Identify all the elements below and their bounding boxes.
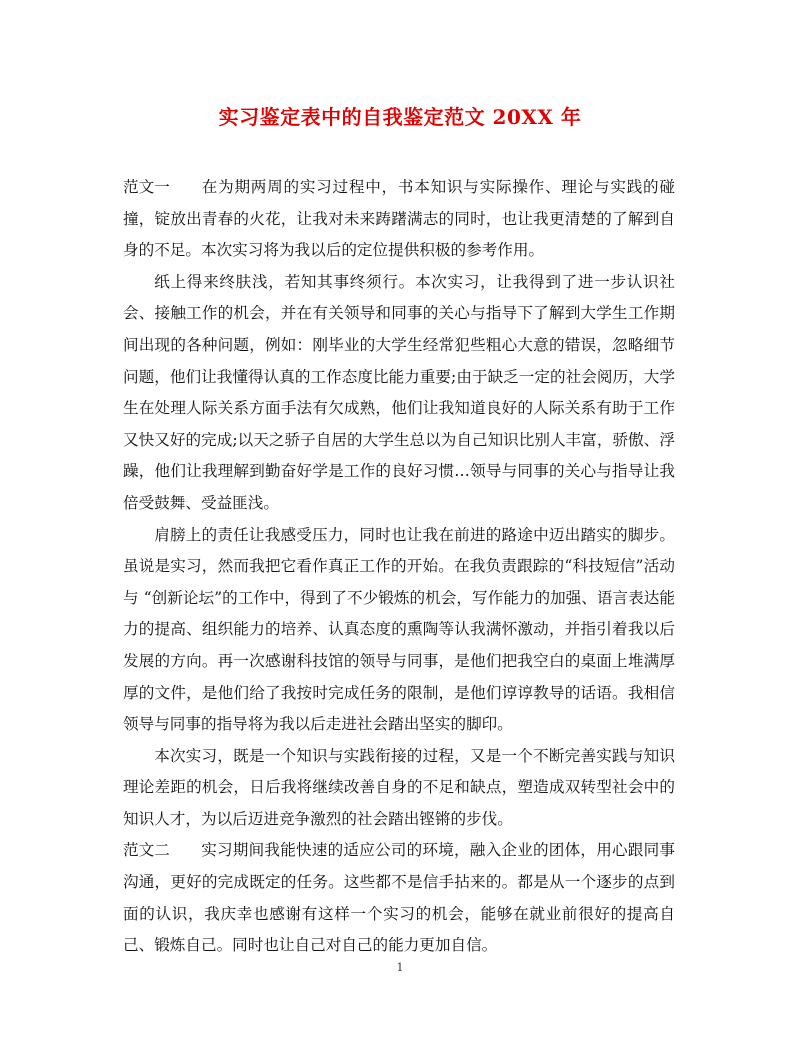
body-paragraph-1: 纸上得来终肤浅，若知其事终须行。本次实习，让我得到了进一步认识社会、接触工作的机会，并在有关领导和同事的关心与指导下了解到大学生工作期间出现的各种问题，例如：刚毕业的大学生经常犯些粗心大意的错误，忽略细节问题，他们让我懂得认真的工作态度比能力重要;由于缺乏一定的社会阅历，大学生在处理人际关系方面手法有欠成熟，他们让我知道良好的人际关系有助于工作又快又好的完成;以天之骄子自居的大学生总以为自己知识比别人丰富，骄傲、浮躁，他们让我理解到勤奋好学是工作的良好习惯…领导与同事的关心与指导让我倍受鼓舞、受益匪浅。: [123, 272, 675, 512]
section1-text: 在为期两周的实习过程中，书本知识与实际操作、理论与实践的碰撞，锭放出青春的火花，让我对未来踌躇满志的同时，也让我更清楚的了解到自身的不足。本次实习将为我以后的定位提供积极的参考作用。: [123, 178, 675, 260]
body-paragraph-2: 肩膀上的责任让我感受压力，同时也让我在前进的路途中迈出踏实的脚步。虽说是实习，然而我把它看作真正工作的开始。在我负责跟踪的“科技短信”活动与 “创新论坛”的工作中，得到了不少锻炼的机会，写作能力的加强、语言表达能力的提高、组织能力的培养、认真态度的熏陶等认我满怀激动，并指引着我以后发展的方向。再一次感谢科技馆的领导与同事，是他们把我空白的桌面上堆满厚厚的文件，是他们给了我按时完成任务的限制，是他们谆谆教导的话语。我相信领导与同事的指导将为我以后走进社会踏出坚实的脚印。: [123, 525, 675, 734]
section1-paragraph: [123, 172, 675, 267]
document-body: [123, 172, 675, 962]
page-number: 1: [396, 961, 404, 974]
document-title: 实习鉴定表中的自我鉴定范文 20XX 年: [218, 105, 582, 129]
section1-label: 范文一: [123, 178, 170, 196]
section2-text: 实习期间我能快速的适应公司的环境，融入企业的团体，用心跟同事沟通，更好的完成既定的任务。这些都不是信手拈来的。都是从一个逐步的点到面的认识，我庆幸也感谢有这样一个实习的机会，能够在就业前很好的提高自己、锻炼自己。同时也让自己对自己的能力更加自信。: [123, 841, 675, 955]
section2-paragraph: [123, 835, 675, 961]
section2-label: 范文二: [123, 841, 170, 860]
body-paragraph-3: 本次实习，既是一个知识与实践衔接的过程，又是一个不断完善实践与知识理论差距的机会，日后我将继续改善自身的不足和缺点，塑造成双转型社会中的知识人才，为以后迈进竞争激烈的社会踏出铿锵的步伐。: [123, 746, 675, 828]
